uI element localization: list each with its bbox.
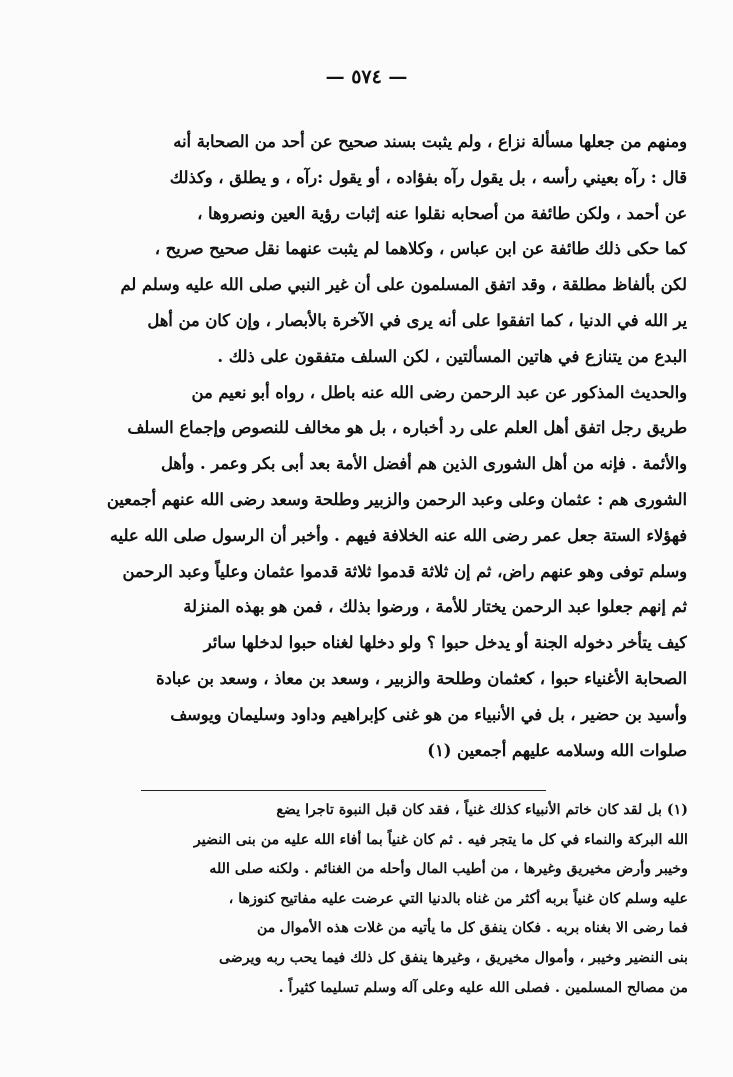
footnote-line: الله البركة والنماء في كل ما يتجر فيه . ثم كان غنياً بما أفاء الله عليه من بنى النضير: [193, 831, 688, 848]
text-line: لكن بألفاظ مطلقة ، وقد اتفق المسلمون على أن غير النبي صلى الله عليه وسلم لم: [120, 275, 687, 295]
text-line: طريق رجل اتفق أهل العلم على رد أخباره ، بل هو مخالف للنصوص وإجماع السلف: [127, 418, 687, 438]
text-line: ير الله في الدنيا ، كما اتفقوا على أنه يرى في الآخرة بالأبصار ، وإن كان من أهل: [147, 310, 687, 330]
footnote-line: وخيبر وأرض مخيريق وغيرها ، من أطيب المال وأحله من الغنائم . ولكنه صلى الله: [209, 861, 688, 878]
text-line: والأئمة . فإنه من أهل الشورى الذين هم أفضل الأمة بعد أبى بكر وعمر . وأهل: [160, 454, 687, 474]
footnote-line: من مصالح المسلمين . فصلى الله عليه وعلى آله وسلم تسليما كثيراً .: [278, 979, 688, 996]
footnote-line: بنى النضير وخيبر ، وأموال مخيريق ، وغيرها ينفق كل ذلك فيما يحب ربه ويرضى: [218, 949, 688, 966]
text-line: كما حكى ذلك طائفة عن ابن عباس ، وكلاهما لم يثبت عنهما نقل صحيح صريح ،: [154, 239, 687, 259]
page-number: — ٥٧٤ —: [325, 66, 408, 88]
text-line: وأسيد بن حضير ، بل في الأنبياء من هو غنى كإبراهيم وداود وسليمان ويوسف: [170, 704, 687, 724]
text-line: ثم إنهم جعلوا عبد الرحمن يختار للأمة ، ورضوا بذلك ، فمن هو بهذه المنزلة: [183, 597, 687, 617]
footnotes: [96, 796, 688, 1003]
footnote-line: (١) بل لقد كان خاتم الأنبياء كذلك غنياً ، فقد كان قبل النبوة تاجرا يضع: [276, 802, 688, 818]
footnote-line: عليه وسلم كان غنياً بربه أكثر من غناه بالدنيا التي عرضت عليه مفاتيح كنوزها ،: [228, 890, 688, 907]
main-text: [86, 124, 687, 768]
text-line: وسلم توفى وهو عنهم راض، ثم إن ثلاثة قدموا ثلاثة قدموا عثمان وعلياً وعبد الرحمن: [122, 561, 687, 581]
footnote-divider: [141, 790, 546, 791]
text-line: البدع من يتنازع في هاتين المسألتين ، لكن السلف متفقون على ذلك .: [217, 346, 687, 366]
text-line: قال : رآه بعيني رأسه ، بل يقول رآه بفؤاده ، أو يقول :رآه ، و يطلق ، وكذلك: [169, 167, 687, 187]
text-line: الشورى هم : عثمان وعلى وعبد الرحمن والزبير وطلحة وسعد رضى الله عنهم أجمعين: [106, 489, 687, 509]
text-line: فهؤلاء الستة جعل عمر رضى الله عنه الخلافة فيهم . وأخبر أن الرسول صلى الله عليه: [109, 525, 687, 545]
text-line: كيف يتأخر دخوله الجنة أو يدخل حبوا ؟ ولو دخلها لغناه حبوا لدخلها سائر: [203, 633, 687, 653]
footnote-line: فما رضى الا بغناه بربه . فكان ينفق كل ما يأتيه من غلات هذه الأموال من: [257, 920, 688, 937]
text-line: صلوات الله وسلامه عليهم أجمعين (١): [427, 740, 687, 760]
text-line: عن أحمد ، ولكن طائفة من أصحابه نقلوا عنه إثبات رؤية العين ونصروها ،: [197, 203, 687, 223]
text-line: ومنهم من جعلها مسألة نزاع ، ولم يثبت بسند صحيح عن أحد من الصحابة أنه: [173, 132, 687, 151]
text-line: الصحابة الأغنياء حبوا ، كعثمان وطلحة والزبير ، وسعد بن معاذ ، وسعد بن عبادة: [155, 668, 687, 688]
text-line: والحديث المذكور عن عبد الرحمن رضى الله عنه باطل ، رواه أبو نعيم من: [191, 382, 687, 402]
